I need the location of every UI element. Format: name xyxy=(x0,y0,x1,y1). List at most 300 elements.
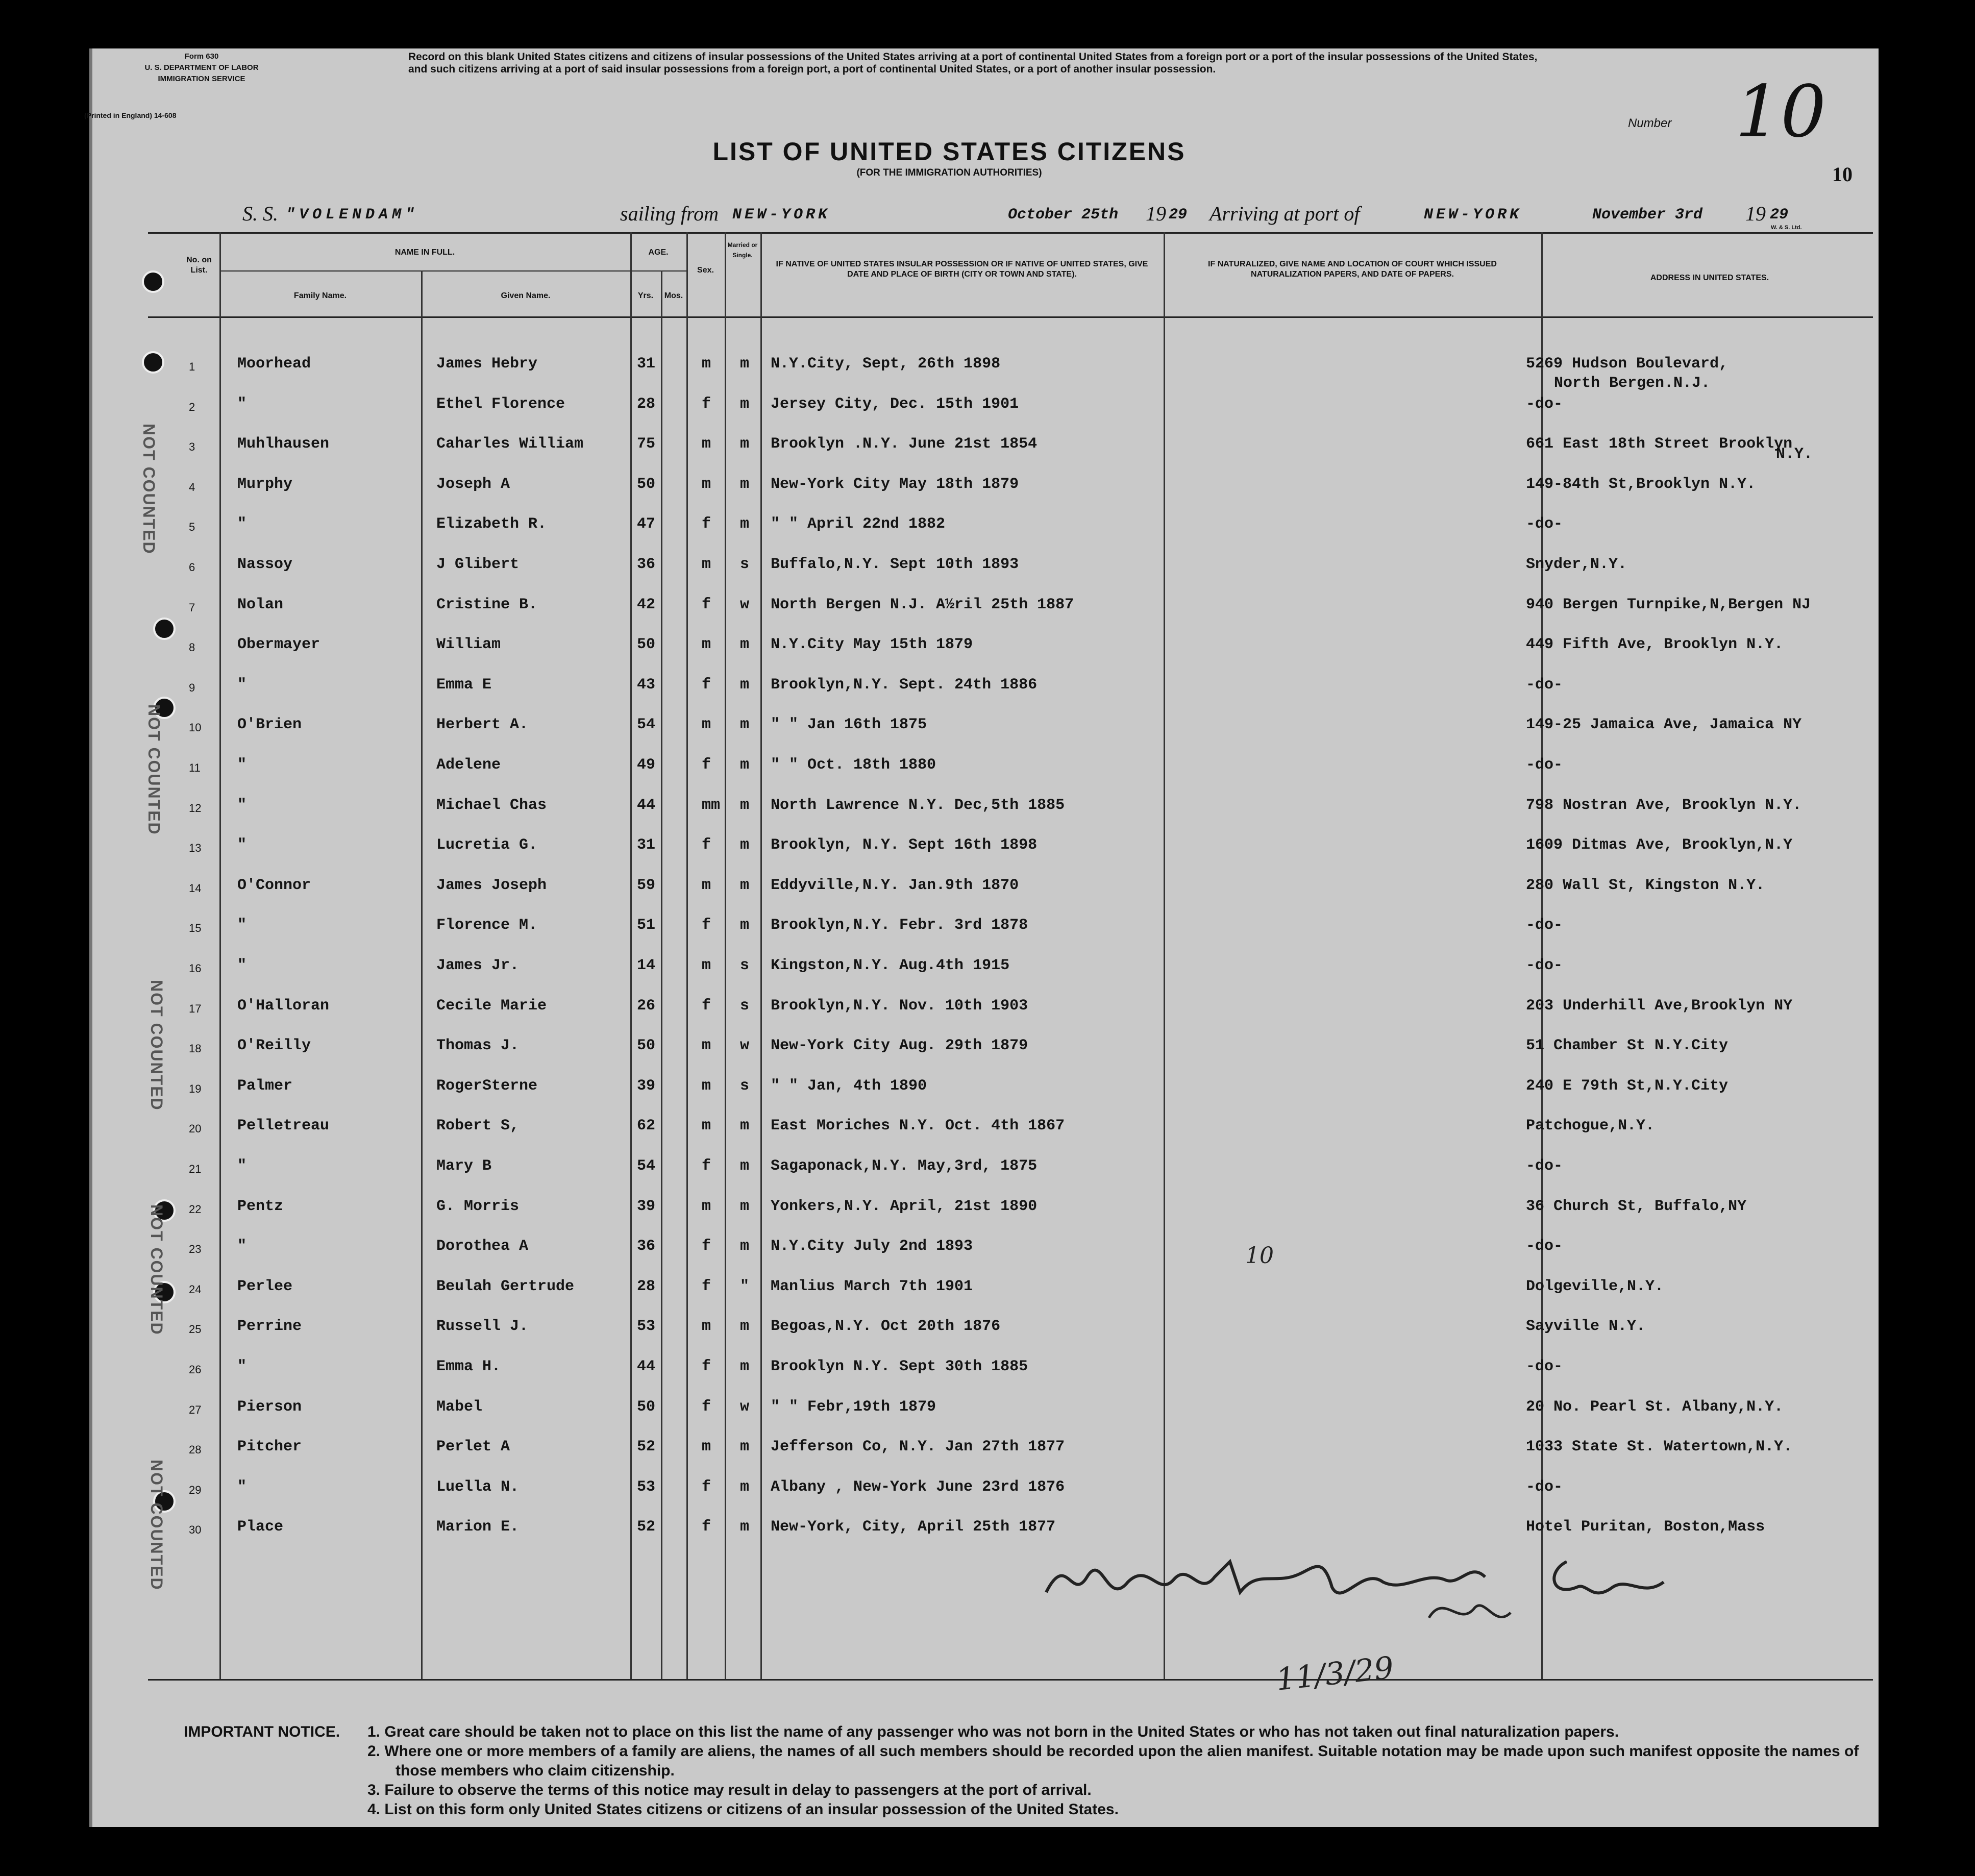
row-number: 11 xyxy=(189,761,201,774)
given-name: Elizabeth R. xyxy=(436,515,547,533)
address: 203 Underhill Ave,Brooklyn NY xyxy=(1526,997,1793,1015)
table-row xyxy=(153,675,1873,705)
col-header-given: Given Name. xyxy=(501,291,551,300)
address: Sayville N.Y. xyxy=(1526,1318,1646,1336)
given-name: Ethel Florence xyxy=(436,395,565,413)
family-name: " xyxy=(237,1157,247,1175)
handwritten-date: 11/3/29 xyxy=(1274,1650,1396,1698)
marital-status: m xyxy=(740,475,750,493)
col-header-age: AGE. xyxy=(648,248,669,257)
table-row xyxy=(153,915,1873,946)
age-years: 59 xyxy=(637,876,656,894)
address: -do- xyxy=(1526,756,1563,774)
birth-place-date: Kingston,N.Y. Aug.4th 1915 xyxy=(771,957,1010,974)
row-number: 20 xyxy=(189,1122,202,1136)
sex: m xyxy=(702,1197,711,1215)
table-row xyxy=(153,634,1873,665)
sex: m xyxy=(702,1037,711,1055)
age-years: 36 xyxy=(637,1238,656,1255)
row-number: 26 xyxy=(189,1363,202,1376)
row-number: 30 xyxy=(189,1523,202,1537)
family-name: " xyxy=(237,836,247,854)
birth-place-date: Sagaponack,N.Y. May,3rd, 1875 xyxy=(771,1157,1038,1175)
not-counted-stamp: NOT COUNTED xyxy=(147,1204,166,1336)
row-number: 6 xyxy=(189,561,195,574)
row-number: 16 xyxy=(189,962,202,975)
row-number: 22 xyxy=(189,1202,202,1216)
given-name: RogerSterne xyxy=(436,1077,538,1095)
family-name: " xyxy=(237,1238,247,1255)
table-row xyxy=(153,875,1873,906)
marital-status: m xyxy=(740,1358,750,1375)
table-row xyxy=(153,1397,1873,1427)
marital-status: m xyxy=(740,676,750,694)
col-header-naturalized: IF NATURALIZED, GIVE NAME AND LOCATION OF COURT WHICH ISSUED NATURALIZATION PAPERS, AND DATE OF PAPERS. xyxy=(1208,260,1497,279)
table-row xyxy=(153,474,1873,505)
number-label: Number xyxy=(1628,116,1672,130)
arriving-label: Arriving at port of xyxy=(1209,202,1360,225)
sex: m xyxy=(702,1438,711,1456)
col-header-yrs: Yrs. xyxy=(637,291,654,300)
page-title: LIST OF UNITED STATES CITIZENS xyxy=(712,137,1186,166)
table-row xyxy=(153,514,1873,545)
family-name: Palmer xyxy=(237,1077,293,1095)
birth-place-date: East Moriches N.Y. Oct. 4th 1867 xyxy=(771,1117,1065,1135)
table-top-rule xyxy=(148,232,1873,234)
marital-status: m xyxy=(740,1157,750,1175)
age-years: 31 xyxy=(637,355,656,373)
address: 940 Bergen Turnpike,N,Bergen NJ xyxy=(1526,596,1811,613)
row-number: 9 xyxy=(189,681,195,694)
sex: f xyxy=(702,1277,711,1295)
sex: m xyxy=(702,1117,711,1135)
age-years: 53 xyxy=(637,1318,656,1336)
row-number: 5 xyxy=(189,521,195,534)
sex: m xyxy=(702,556,711,573)
marital-status: m xyxy=(740,1117,750,1135)
row-number: 24 xyxy=(189,1282,202,1296)
address: -do- xyxy=(1526,1478,1563,1496)
name-rule xyxy=(219,270,684,271)
row-number: 10 xyxy=(189,721,202,734)
marital-status: m xyxy=(740,756,750,774)
sex: m xyxy=(702,716,711,734)
sex: f xyxy=(702,1238,711,1255)
table-row xyxy=(153,1276,1873,1307)
family-name: " xyxy=(237,957,247,974)
birth-place-date: " " Jan, 4th 1890 xyxy=(771,1077,927,1095)
family-name: " xyxy=(237,676,247,694)
sex: m xyxy=(702,435,711,453)
sex: m xyxy=(702,636,711,654)
address: -do- xyxy=(1526,1358,1563,1375)
birth-place-date: North Lawrence N.Y. Dec,5th 1885 xyxy=(771,796,1065,814)
table-row xyxy=(153,354,1873,392)
row-number: 4 xyxy=(189,480,195,493)
sex: mm xyxy=(702,796,721,814)
not-counted-stamp: NOT COUNTED xyxy=(147,980,166,1111)
table-row xyxy=(153,955,1873,986)
birth-place-date: New-York City Aug. 29th 1879 xyxy=(771,1037,1028,1055)
given-name: Adelene xyxy=(436,756,501,774)
given-name: Mabel xyxy=(436,1398,483,1416)
family-name: Nolan xyxy=(237,596,284,613)
address: -do- xyxy=(1526,676,1563,694)
important-notice xyxy=(184,1722,1878,1819)
table-row xyxy=(153,1156,1873,1187)
arrive-year-prefix: 19 xyxy=(1745,202,1766,225)
given-name: James Joseph xyxy=(436,876,547,894)
family-name: Obermayer xyxy=(237,636,320,654)
col-header-no: No. on List. xyxy=(186,256,212,275)
sex: m xyxy=(702,957,711,974)
notice-item: 4. List on this form only United States citizens or citizens of an insular possession of the United States. xyxy=(367,1801,1119,1818)
address: 149-25 Jamaica Ave, Jamaica NY xyxy=(1526,716,1802,734)
age-years: 50 xyxy=(637,1037,656,1055)
marital-status: w xyxy=(740,596,750,613)
row-number: 14 xyxy=(189,881,202,895)
address-line-2: North Bergen.N.J. xyxy=(1554,375,1711,392)
col-header-address: ADDRESS IN UNITED STATES. xyxy=(1650,274,1769,282)
service: IMMIGRATION SERVICE xyxy=(158,75,245,83)
address-line-2: N.Y. xyxy=(1776,446,1813,463)
given-name: William xyxy=(436,636,501,654)
address: Dolgeville,N.Y. xyxy=(1526,1277,1664,1295)
birth-place-date: N.Y.City July 2nd 1893 xyxy=(771,1238,973,1255)
table-row xyxy=(153,1116,1873,1146)
family-name: Nassoy xyxy=(237,556,293,573)
marital-status: m xyxy=(740,355,750,373)
age-years: 49 xyxy=(637,756,656,774)
middle-number: 10 xyxy=(1245,1243,1274,1269)
address: -do- xyxy=(1526,917,1563,934)
col-header-sex: Sex. xyxy=(697,266,714,275)
binder-hole xyxy=(142,270,164,293)
marital-status: m xyxy=(740,1318,750,1336)
ship-name: "VOLENDAM" xyxy=(286,206,419,224)
marital-status: m xyxy=(740,836,750,854)
table-row xyxy=(153,554,1873,585)
sex: f xyxy=(702,1478,711,1496)
birth-place-date: Eddyville,N.Y. Jan.9th 1870 xyxy=(771,876,1019,894)
table-row xyxy=(153,755,1873,785)
address: 280 Wall St, Kingston N.Y. xyxy=(1526,876,1765,894)
address: -do- xyxy=(1526,515,1563,533)
address: 449 Fifth Ave, Brooklyn N.Y. xyxy=(1526,636,1784,654)
row-number: 18 xyxy=(189,1042,202,1055)
family-name: " xyxy=(237,796,247,814)
sex: f xyxy=(702,676,711,694)
age-years: 39 xyxy=(637,1197,656,1215)
family-name: O'Connor xyxy=(237,876,311,894)
row-number: 19 xyxy=(189,1082,202,1095)
row-number: 21 xyxy=(189,1163,202,1175)
marital-status: m xyxy=(740,1478,750,1496)
birth-place-date: Brooklyn N.Y. Sept 30th 1885 xyxy=(771,1358,1028,1375)
family-name: " xyxy=(237,756,247,774)
address: 798 Nostran Ave, Brooklyn N.Y. xyxy=(1526,796,1802,814)
age-years: 44 xyxy=(637,796,656,814)
birth-place-date: Yonkers,N.Y. April, 21st 1890 xyxy=(771,1197,1038,1215)
family-name: " xyxy=(237,1478,247,1496)
table-row xyxy=(153,835,1873,866)
address: 149-84th St,Brooklyn N.Y. xyxy=(1526,475,1756,493)
marital-status: w xyxy=(740,1037,750,1055)
sex: f xyxy=(702,836,711,854)
given-name: Joseph A xyxy=(436,475,510,493)
marital-status: m xyxy=(740,515,750,533)
table-row xyxy=(153,1477,1873,1508)
age-years: 26 xyxy=(637,997,656,1015)
family-name: Moorhead xyxy=(237,355,311,373)
family-name: Pitcher xyxy=(237,1438,302,1456)
notice-item: 2. Where one or more members of a family are aliens, the names of all such members should be recorded upon the alien manifest. Suitable notation may be made upon such manifest opposite the names of those members who claim citizenship. xyxy=(367,1743,1859,1779)
birth-place-date: Jersey City, Dec. 15th 1901 xyxy=(771,395,1019,413)
given-name: Dorothea A xyxy=(436,1238,529,1255)
marital-status: m xyxy=(740,917,750,934)
given-name: Russell J. xyxy=(436,1318,529,1336)
age-years: 14 xyxy=(637,957,656,974)
family-name: O'Halloran xyxy=(237,997,330,1015)
col-header-name: NAME IN FULL. xyxy=(394,248,455,257)
table-row xyxy=(153,1356,1873,1387)
row-number: 28 xyxy=(189,1443,202,1457)
col-header-mos: Mos. xyxy=(664,291,683,300)
address: 1609 Ditmas Ave, Brooklyn,N.Y xyxy=(1526,836,1793,854)
list-number: 10 xyxy=(1735,70,1826,154)
table-bottom-rule xyxy=(148,1679,1873,1681)
birth-place-date: Buffalo,N.Y. Sept 10th 1893 xyxy=(771,556,1019,573)
age-years: 47 xyxy=(637,515,656,533)
family-name: " xyxy=(237,515,247,533)
table-row xyxy=(153,1437,1873,1467)
given-name: Michael Chas xyxy=(436,796,547,814)
given-name: James Hebry xyxy=(436,355,538,373)
marital-status: s xyxy=(740,957,750,974)
table-row xyxy=(153,1196,1873,1227)
sex: m xyxy=(702,1077,711,1095)
family-name: Perrine xyxy=(237,1318,302,1336)
birth-place-date: N.Y.City May 15th 1879 xyxy=(771,636,973,654)
sex: f xyxy=(702,395,711,413)
marital-status: m xyxy=(740,1197,750,1215)
row-number: 29 xyxy=(189,1483,202,1496)
table-row xyxy=(153,1076,1873,1106)
family-name: Perlee xyxy=(237,1277,293,1295)
form-info xyxy=(94,51,309,85)
row-number: 27 xyxy=(189,1403,202,1416)
record-instructions: Record on this blank United States citizens and citizens of insular possessions of the United States arriving at a port of continental United States from a foreign port or a port of the insular possessions of the United States, and such citizens arriving at a port of said insular possessions from a foreign port, a port of continental United States, or a port of another insular possession. xyxy=(408,51,1538,75)
sex: f xyxy=(702,596,711,613)
given-name: Cristine B. xyxy=(436,596,538,613)
table-row xyxy=(153,394,1873,425)
address: 1033 State St. Watertown,N.Y. xyxy=(1526,1438,1793,1456)
printed-note: (Printed in England) 14-608 xyxy=(84,111,177,119)
birth-place-date: Manlius March 7th 1901 xyxy=(771,1277,973,1295)
age-years: 42 xyxy=(637,596,656,613)
arrive-date: November 3rd xyxy=(1592,206,1703,224)
depart-year: 29 xyxy=(1169,206,1188,224)
birth-place-date: " " April 22nd 1882 xyxy=(771,515,946,533)
birth-place-date: North Bergen N.J. A½ril 25th 1887 xyxy=(771,596,1074,613)
depart-year-prefix: 19 xyxy=(1146,202,1166,225)
sex: f xyxy=(702,1157,711,1175)
age-rule xyxy=(630,270,686,271)
not-counted-stamp: NOT COUNTED xyxy=(145,704,163,835)
birth-place-date: Brooklyn .N.Y. June 21st 1854 xyxy=(771,435,1038,453)
family-name: Pierson xyxy=(237,1398,302,1416)
row-number: 1 xyxy=(189,360,195,373)
age-years: 28 xyxy=(637,1277,656,1295)
col-header-married: Married or Single. xyxy=(727,241,758,259)
birth-place-date: Brooklyn,N.Y. Sept. 24th 1886 xyxy=(771,676,1038,694)
age-years: 43 xyxy=(637,676,656,694)
birth-place-date: " " Jan 16th 1875 xyxy=(771,716,927,734)
address: 20 No. Pearl St. Albany,N.Y. xyxy=(1526,1398,1784,1416)
family-name: " xyxy=(237,395,247,413)
birth-place-date: Begoas,N.Y. Oct 20th 1876 xyxy=(771,1318,1001,1336)
form-number: Form 630 xyxy=(184,52,219,61)
sex: m xyxy=(702,355,711,373)
ss-label: S. S. xyxy=(242,202,278,225)
address: Snyder,N.Y. xyxy=(1526,556,1627,573)
sex: m xyxy=(702,876,711,894)
age-years: 52 xyxy=(637,1438,656,1456)
notice-item: 1. Great care should be taken not to place on this list the name of any passenger who was not born in the United States or who has not taken out final naturalization papers. xyxy=(367,1723,1619,1740)
birth-place-date: Jefferson Co, N.Y. Jan 27th 1877 xyxy=(771,1438,1065,1456)
given-name: Emma E xyxy=(436,676,492,694)
birth-place-date: N.Y.City, Sept, 26th 1898 xyxy=(771,355,1001,373)
marital-status: s xyxy=(740,1077,750,1095)
family-name: Place xyxy=(237,1518,284,1536)
age-years: 52 xyxy=(637,1518,656,1536)
age-years: 36 xyxy=(637,556,656,573)
given-name: Emma H. xyxy=(436,1358,501,1375)
arrive-port: NEW-YORK xyxy=(1424,206,1522,224)
sex: f xyxy=(702,515,711,533)
given-name: Florence M. xyxy=(436,917,538,934)
address: -do- xyxy=(1526,1157,1563,1175)
address: -do- xyxy=(1526,395,1563,413)
given-name: Marion E. xyxy=(436,1518,520,1536)
department: U. S. DEPARTMENT OF LABOR xyxy=(144,63,259,72)
given-name: Cecile Marie xyxy=(436,997,547,1015)
age-years: 50 xyxy=(637,1398,656,1416)
marital-status: m xyxy=(740,1438,750,1456)
depart-date: October 25th xyxy=(1008,206,1119,224)
given-name: Thomas J. xyxy=(436,1037,520,1055)
given-name: James Jr. xyxy=(436,957,520,974)
marital-status: m xyxy=(740,796,750,814)
age-years: 50 xyxy=(637,475,656,493)
given-name: Caharles William xyxy=(436,435,584,453)
age-years: 75 xyxy=(637,435,656,453)
age-years: 28 xyxy=(637,395,656,413)
page-number: 10 xyxy=(1832,163,1853,186)
marital-status: m xyxy=(740,1238,750,1255)
birth-place-date: " " Febr,19th 1879 xyxy=(771,1398,936,1416)
address: 661 East 18th Street Brooklyn xyxy=(1526,435,1793,453)
not-counted-stamp: NOT COUNTED xyxy=(147,1460,166,1591)
signature-image xyxy=(1036,1531,1689,1645)
birth-place-date: Brooklyn,N.Y. Febr. 3rd 1878 xyxy=(771,917,1028,934)
table-row xyxy=(153,996,1873,1026)
given-name: Perlet A xyxy=(436,1438,510,1456)
signature-icon xyxy=(1036,1531,1689,1643)
birth-place-date: Brooklyn,N.Y. Nov. 10th 1903 xyxy=(771,997,1028,1015)
row-number: 17 xyxy=(189,1002,202,1015)
family-name: Muhlhausen xyxy=(237,435,330,453)
sex: m xyxy=(702,1318,711,1336)
row-number: 25 xyxy=(189,1323,202,1336)
marital-status: m xyxy=(740,1518,750,1536)
birth-place-date: New-York City May 18th 1879 xyxy=(771,475,1019,493)
marital-status: m xyxy=(740,716,750,734)
given-name: Lucretia G. xyxy=(436,836,538,854)
birth-place-date: Brooklyn, N.Y. Sept 16th 1898 xyxy=(771,836,1038,854)
given-name: Beulah Gertrude xyxy=(436,1277,575,1295)
row-number: 7 xyxy=(189,601,195,614)
birth-place-date: Albany , New-York June 23rd 1876 xyxy=(771,1478,1065,1496)
row-number: 23 xyxy=(189,1243,202,1256)
marital-status: " xyxy=(740,1277,750,1295)
age-years: 62 xyxy=(637,1117,656,1135)
age-years: 39 xyxy=(637,1077,656,1095)
arrive-year: 29 xyxy=(1770,206,1789,224)
family-name: Pelletreau xyxy=(237,1117,330,1135)
sex: f xyxy=(702,917,711,934)
row-number: 8 xyxy=(189,641,195,654)
row-number: 12 xyxy=(189,801,202,814)
marital-status: m xyxy=(740,435,750,453)
table-row xyxy=(153,595,1873,625)
header-bottom-rule xyxy=(148,316,1873,318)
marital-status: w xyxy=(740,1398,750,1416)
table-row xyxy=(153,714,1873,745)
age-years: 51 xyxy=(637,917,656,934)
row-number: 2 xyxy=(189,400,195,413)
given-name: Herbert A. xyxy=(436,716,529,734)
sex: f xyxy=(702,1398,711,1416)
row-number: 13 xyxy=(189,842,202,855)
family-name: O'Brien xyxy=(237,716,302,734)
sex: f xyxy=(702,997,711,1015)
birth-place-date: New-York, City, April 25th 1877 xyxy=(771,1518,1056,1536)
table-row xyxy=(153,1316,1873,1347)
address: Hotel Puritan, Boston,Mass xyxy=(1526,1518,1765,1536)
address: 51 Chamber St N.Y.City xyxy=(1526,1037,1729,1055)
age-years: 44 xyxy=(637,1358,656,1375)
table-row xyxy=(153,1035,1873,1066)
marital-status: s xyxy=(740,556,750,573)
family-name: O'Reilly xyxy=(237,1037,311,1055)
address: 36 Church St, Buffalo,NY xyxy=(1526,1197,1747,1215)
address: Patchogue,N.Y. xyxy=(1526,1117,1655,1135)
from-port: NEW-YORK xyxy=(732,206,831,224)
col-header-family: Family Name. xyxy=(293,291,347,300)
col-header-birth: IF NATIVE OF UNITED STATES INSULAR POSSESSION OR IF NATIVE OF UNITED STATES, GIVE DATE AND PLACE OF BIRTH (CITY OR TOWN AND STATE). xyxy=(776,260,1148,279)
birth-place-date: " " Oct. 18th 1880 xyxy=(771,756,936,774)
sex: f xyxy=(702,1518,711,1536)
sex: m xyxy=(702,475,711,493)
address: -do- xyxy=(1526,957,1563,974)
sex: f xyxy=(702,1358,711,1375)
page-subtitle: (FOR THE IMMIGRATION AUTHORITIES) xyxy=(856,167,1042,178)
family-name: Murphy xyxy=(237,475,293,493)
age-years: 54 xyxy=(637,716,656,734)
family-name: " xyxy=(237,1358,247,1375)
age-years: 53 xyxy=(637,1478,656,1496)
